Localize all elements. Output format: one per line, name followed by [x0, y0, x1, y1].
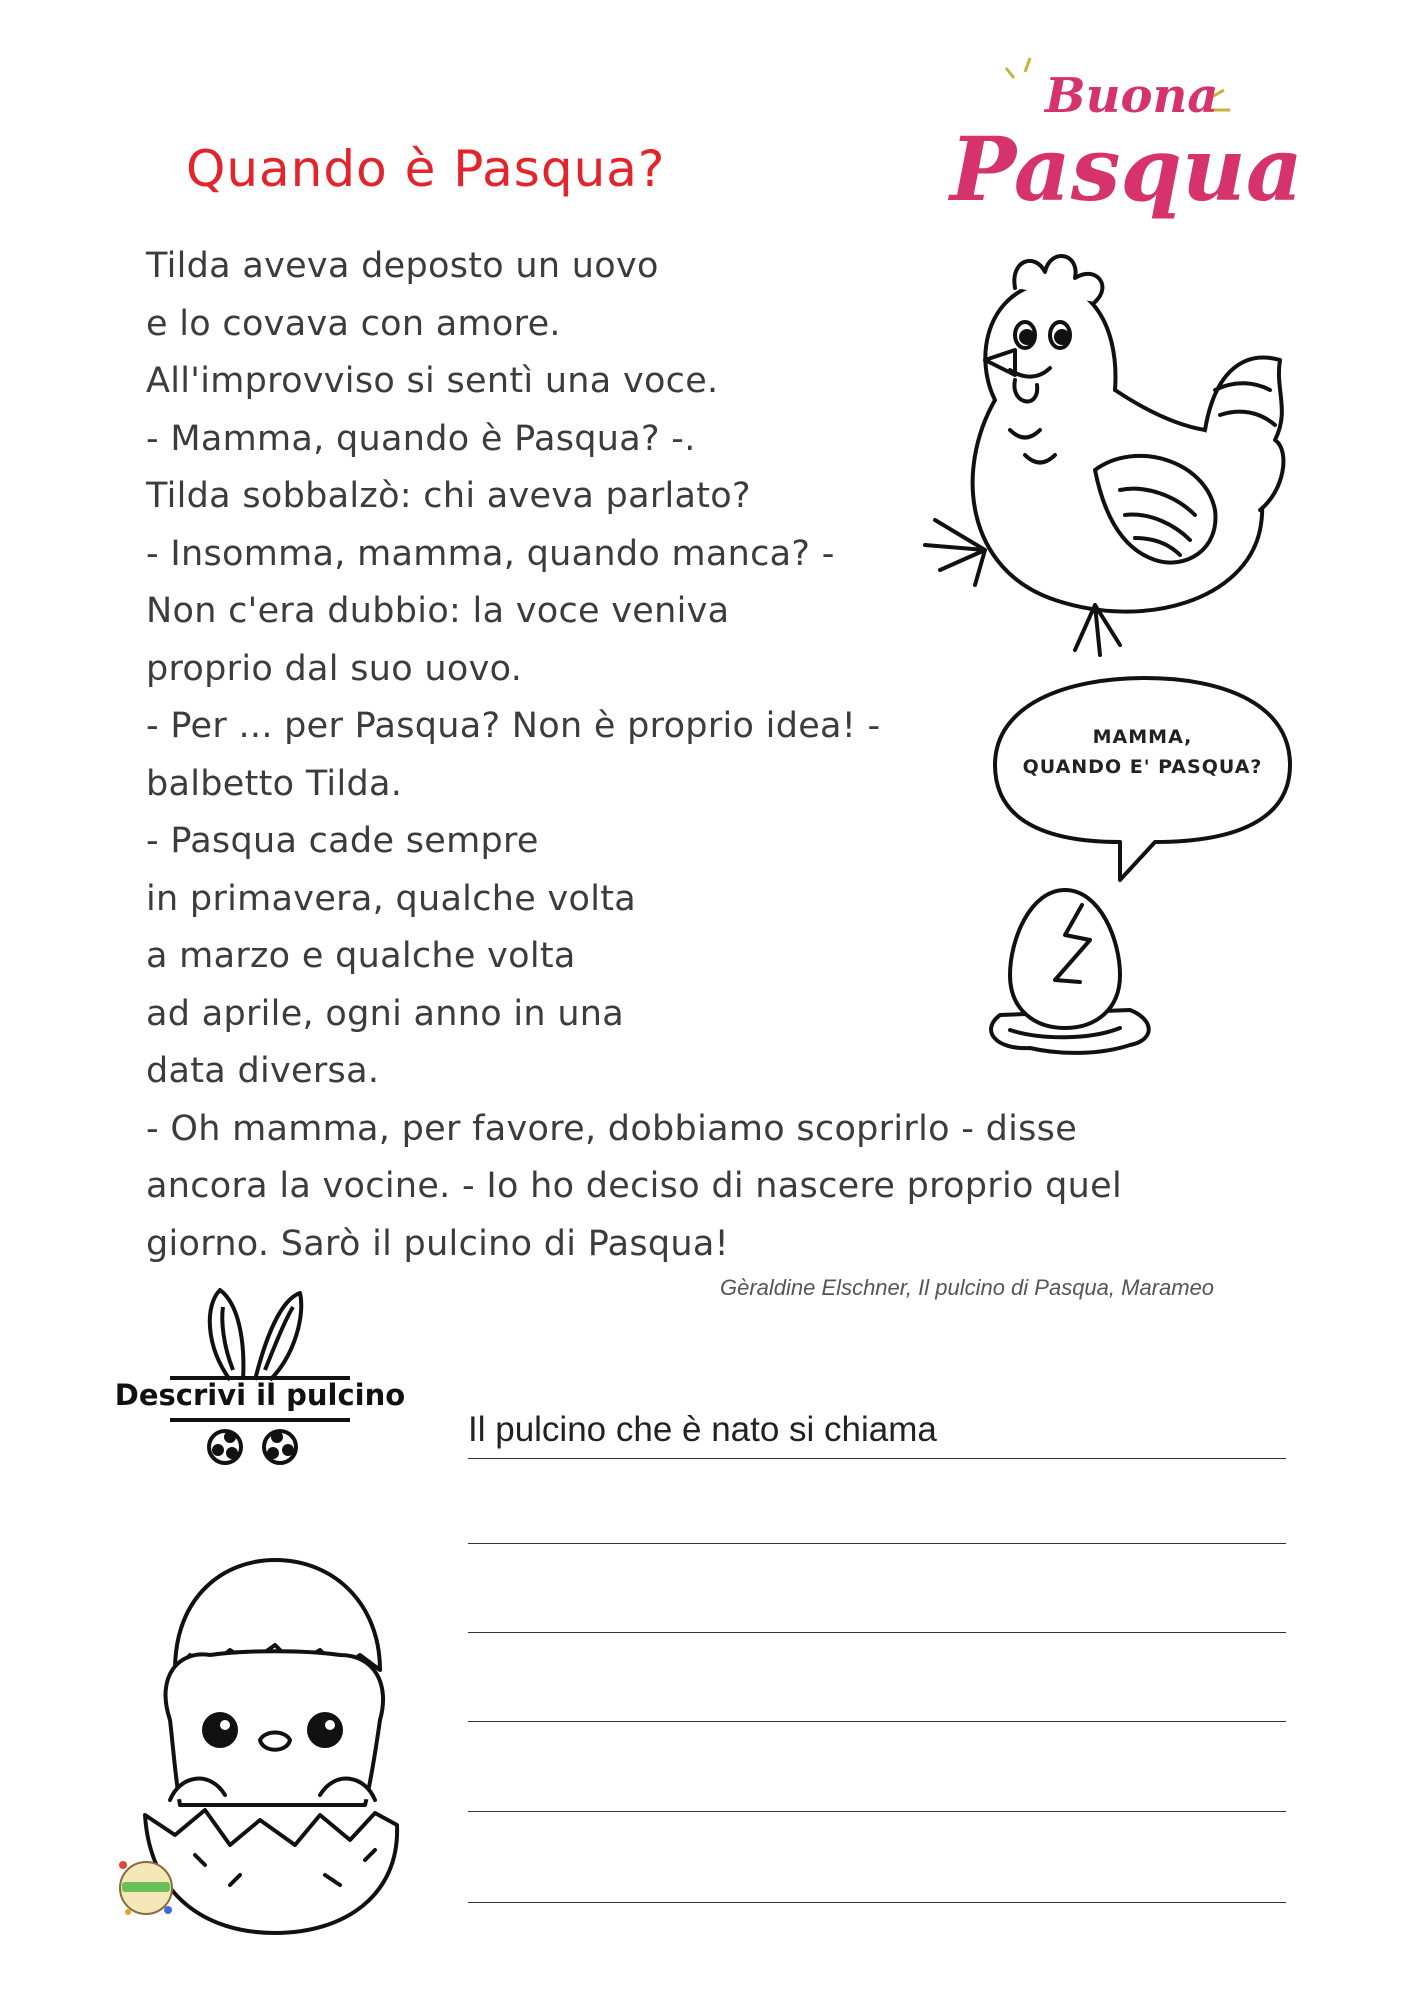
- buona-pasqua-logo: [930, 50, 1310, 240]
- logo-word-buona: Buona: [1045, 68, 1219, 124]
- brand-badge-icon: [108, 1850, 183, 1925]
- section-label: Descrivi il pulcino: [114, 1378, 406, 1412]
- story-line: giorno. Sarò il pulcino di Pasqua!: [146, 1223, 729, 1264]
- story-line: balbetto Tilda.: [146, 763, 403, 804]
- writing-line[interactable]: [468, 1902, 1286, 1903]
- story-line: ad aprile, ogni anno in una: [146, 993, 625, 1034]
- writing-line[interactable]: [468, 1632, 1286, 1633]
- story-line: - Insomma, mamma, quando manca? -: [146, 533, 835, 574]
- story-line: - Pasqua cade sempre: [146, 821, 539, 861]
- citation: Gèraldine Elschner, Il pulcino di Pasqua, Marameo: [720, 1275, 1215, 1300]
- page-title: Quando è Pasqua?: [186, 140, 666, 198]
- story-line: e lo covava con amore.: [146, 303, 561, 344]
- story-line: Tilda sobbalzò: chi aveva parlato?: [146, 476, 751, 516]
- speech-bubble-text: [1020, 722, 1265, 782]
- writing-line[interactable]: [468, 1543, 1286, 1544]
- story-line: All'improvviso si sentì una voce.: [146, 361, 719, 401]
- egg-in-nest-illustration: [970, 880, 1160, 1060]
- writing-prompt: Il pulcino che è nato si chiama: [468, 1410, 937, 1449]
- story-line: proprio dal suo uovo.: [146, 648, 523, 689]
- logo-word-pasqua: Pasqua: [950, 117, 1303, 221]
- story-line: - Per ... per Pasqua? Non è proprio idea! -: [146, 706, 881, 746]
- story-line: Tilda aveva deposto un uovo: [146, 246, 659, 286]
- story-line: in primavera, qualche volta: [146, 878, 637, 919]
- story-line: - Oh mamma, per favore, dobbiamo scoprirlo - disse: [146, 1108, 1078, 1149]
- story-line: a marzo e qualche volta: [146, 936, 576, 976]
- speech-bubble-line: QUANDO E' PASQUA?: [1022, 756, 1263, 778]
- hen-illustration: [915, 240, 1300, 660]
- writing-line[interactable]: [468, 1721, 1286, 1722]
- story-line: Non c'era dubbio: la voce veniva: [146, 591, 730, 631]
- story-line: - Mamma, quando è Pasqua? -.: [146, 418, 696, 459]
- story-line: ancora la vocine. - Io ho deciso di nascere proprio quel: [146, 1166, 1123, 1206]
- story-line: data diversa.: [146, 1051, 380, 1091]
- speech-bubble-line: MAMMA,: [1092, 726, 1193, 748]
- writing-line[interactable]: [468, 1458, 1286, 1459]
- writing-line[interactable]: [468, 1811, 1286, 1812]
